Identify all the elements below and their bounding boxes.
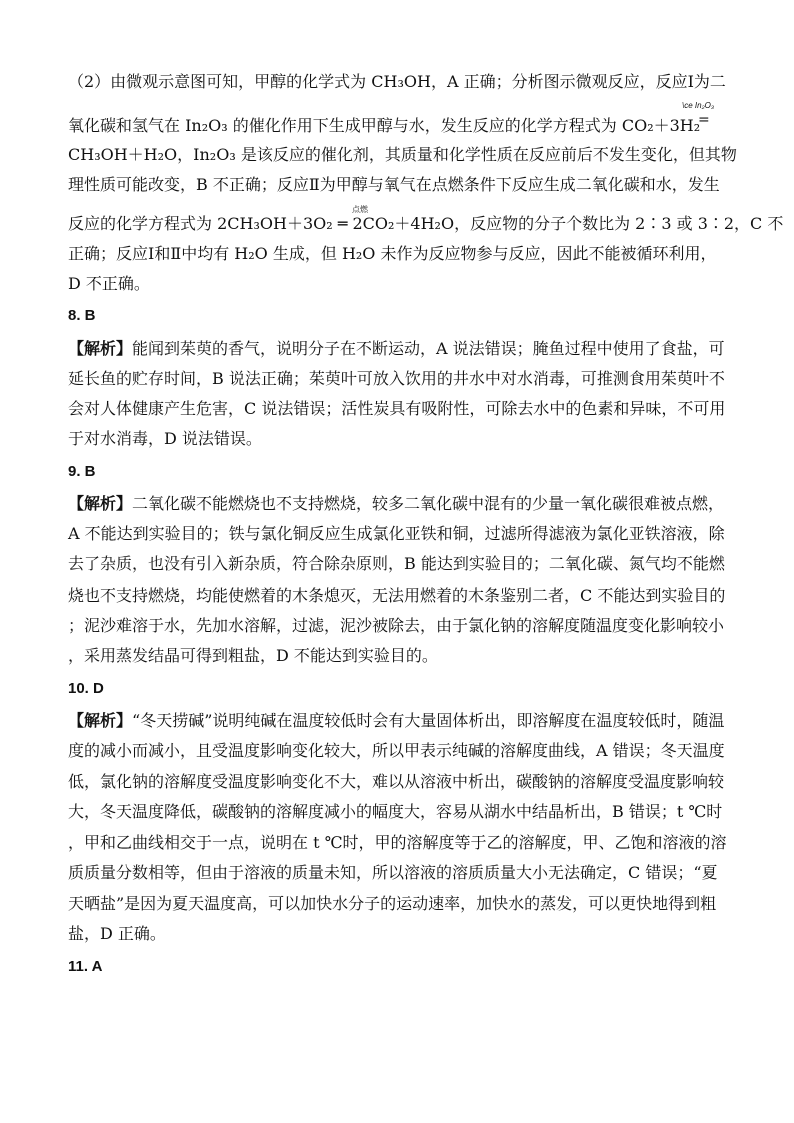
q10-answer-number: 10. D bbox=[68, 680, 104, 697]
q7-line-3: CH₃OH＋H₂O，In₂O₃ 是该反应的催化剂，其质量和化学性质在反应前后不发生变化，但其物 bbox=[68, 145, 737, 164]
q7-equals-sign: = bbox=[698, 112, 710, 128]
q9-line-6: ，采用蒸发结晶可得到粗盐，D 不能达到实验目的。 bbox=[68, 646, 438, 665]
q7-line-7: D 不正确。 bbox=[68, 274, 150, 293]
q10-line-7: 天晒盐”是因为夏天温度高，可以加快水分子的运动速率，加快水的蒸发，可以更快地得到粗 bbox=[68, 894, 717, 913]
q8-line-1 bbox=[68, 339, 728, 359]
q9-line-5: ；泥沙难溶于水，先加水溶解，过滤，泥沙被除去，由于氯化钠的溶解度随温度变化影响较小 bbox=[68, 616, 725, 635]
q9-line-3: 去了杂质，也没有引入新杂质，符合除杂原则，B 能达到实验目的；二氧化碳、氮气均不能燃 bbox=[68, 554, 725, 573]
q7-line-4: 理性质可能改变，B 不正确；反应Ⅱ为甲醇与氧气在点燃条件下反应生成二氧化碳和水，发生 bbox=[68, 175, 720, 194]
q10-line-4: 大，冬天温度降低，碳酸钠的溶解度减小的幅度大，容易从湖水中结晶析出，B 错误；t ℃时 bbox=[68, 802, 723, 821]
q8-text-1: 能闻到茱萸的香气，说明分子在不断运动，A 说法错误；腌鱼过程中使用了食盐，可 bbox=[132, 339, 725, 358]
q10-line-5: ，甲和乙曲线相交于一点，说明在 t ℃时，甲的溶解度等于乙的溶解度，甲、乙饱和溶液的溶 bbox=[68, 833, 727, 852]
q7-line-1: （2）由微观示意图可知，甲醇的化学式为 CH₃OH，A 正确；分析图示微观反应，反应Ⅰ为二 bbox=[68, 72, 726, 91]
q9-line-1 bbox=[68, 494, 728, 514]
q8-line-3: 会对人体健康产生危害，C 说法错误；活性炭具有吸附性，可除去水中的色素和异味，不可用 bbox=[68, 399, 726, 418]
q7-line-6: 正确；反应Ⅰ和Ⅱ中均有 H₂O 生成，但 H₂O 未作为反应物参与反应，因此不能被循环利用， bbox=[68, 244, 717, 263]
q9-line-4: 烧也不支持燃烧，均能使燃着的木条熄灭，无法用燃着的木条鉴别二者，C 不能达到实验目的 bbox=[68, 586, 726, 605]
q8-analysis-tag: 【解析】 bbox=[68, 339, 133, 358]
q7-line-5: 反应的化学方程式为 2CH₃OH＋3O₂ ═ 2CO₂＋4H₂O，反应物的分子个数比为 2∶3 或 3∶2，C 不 bbox=[68, 214, 784, 233]
q10-line-8: 盐，D 正确。 bbox=[68, 924, 166, 943]
q7-line-2: 氧化碳和氢气在 In₂O₃ 的催化作用下生成甲醇与水，发生反应的化学方程式为 CO₂＋3H₂ bbox=[68, 116, 701, 135]
q9-answer-number: 9. B bbox=[68, 463, 96, 480]
q10-line-1 bbox=[68, 711, 728, 731]
q9-line-2: A 不能达到实验目的；铁与氯化铜反应生成氯化亚铁和铜，过滤所得滤液为氯化亚铁溶液，除 bbox=[68, 524, 725, 543]
q10-text-1: “冬天捞碱”说明纯碱在温度较低时会有大量固体析出，即溶解度在温度较低时，随温 bbox=[132, 711, 725, 730]
q10-line-6: 质质量分数相等，但由于溶液的质量未知，所以溶液的溶质质量大小无法确定，C 错误；“夏 bbox=[68, 863, 718, 882]
q11-answer-number: 11. A bbox=[68, 958, 103, 975]
q10-analysis-tag: 【解析】 bbox=[68, 711, 133, 730]
q8-line-4: 于对水消毒，D 说法错误。 bbox=[68, 429, 262, 448]
q9-text-1: 二氧化碳不能燃烧也不支持燃烧，较多二氧化碳中混有的少量一氧化碳很难被点燃， bbox=[132, 494, 725, 513]
q10-line-2: 度的减小而减小，且受温度影响变化较大，所以甲表示纯碱的溶解度曲线，A 错误；冬天温度 bbox=[68, 741, 725, 760]
q9-analysis-tag: 【解析】 bbox=[68, 494, 133, 513]
q8-answer-number: 8. B bbox=[68, 307, 96, 324]
q7-ignite-condition: 点燃 bbox=[352, 205, 368, 214]
q7-catalyst-annotation: \ce In₂O₃ bbox=[682, 101, 715, 110]
q10-line-3: 低，氯化钠的溶解度受温度影响变化不大，难以从溶液中析出，碳酸钠的溶解度受温度影响较 bbox=[68, 772, 725, 791]
q8-line-2: 延长鱼的贮存时间，B 说法正确；茱萸叶可放入饮用的井水中对水消毒，可推测食用茱萸叶不 bbox=[68, 369, 725, 388]
